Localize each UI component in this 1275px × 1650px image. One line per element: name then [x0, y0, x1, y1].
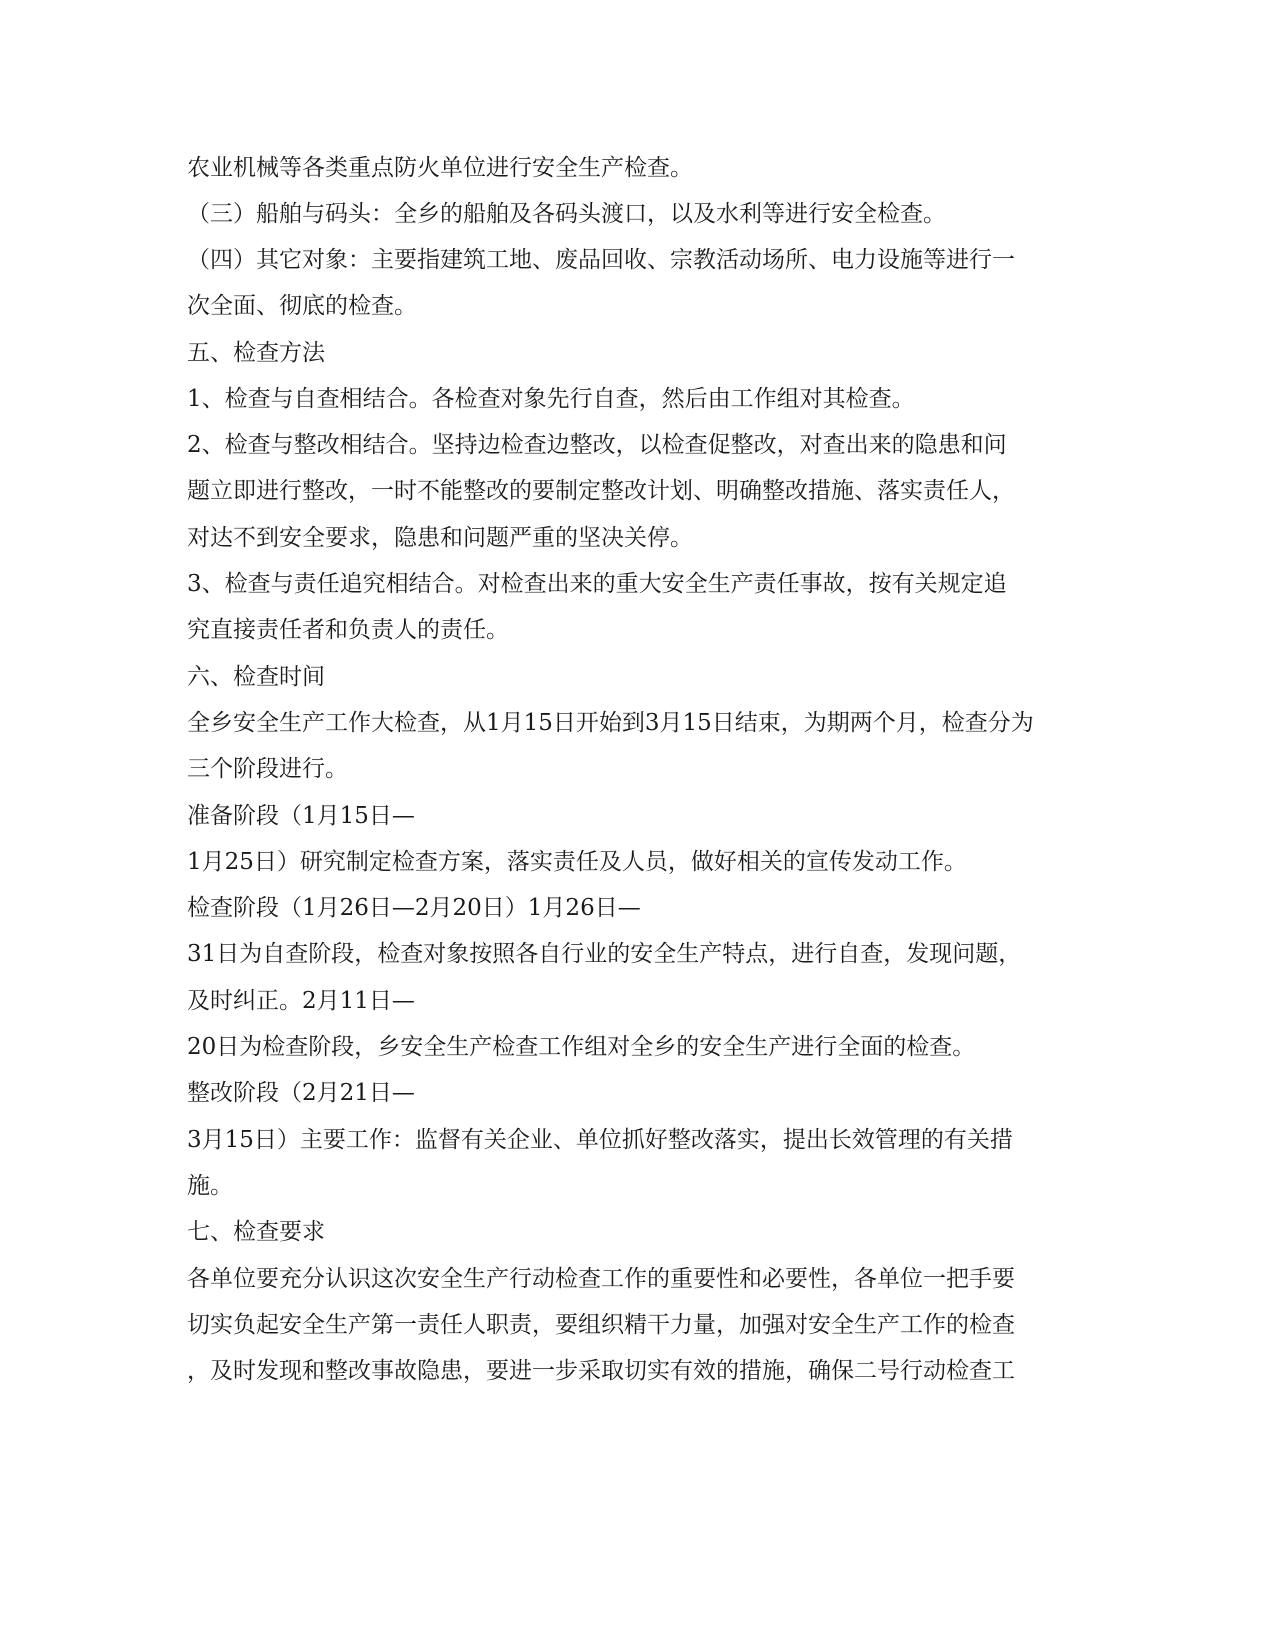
text-line: 各单位要充分认识这次安全生产行动检查工作的重要性和必要性，各单位一把手要	[187, 1266, 1015, 1292]
text-line: 31日为自查阶段，检查对象按照各自行业的安全生产特点，进行自查，发现问题，	[187, 941, 1022, 967]
text-line: 及时纠正。2月11日—	[187, 988, 415, 1014]
text-line: 次全面、彻底的检查。	[187, 293, 417, 319]
text-line: （三）船舶与码头：全乡的船舶及各码头渡口，以及水利等进行安全检查。	[187, 201, 946, 227]
text-line: 20日为检查阶段，乡安全生产检查工作组对全乡的安全生产进行全面的检查。	[187, 1034, 976, 1060]
text-line: 全乡安全生产工作大检查，从1月15日开始到3月15日结束，为期两个月，检查分为	[187, 710, 1034, 736]
text-line: 1、检查与自查相结合。各检查对象先行自查，然后由工作组对其检查。	[187, 386, 915, 412]
text-line: 3月15日）主要工作：监督有关企业、单位抓好整改落实，提出长效管理的有关措	[187, 1127, 1013, 1153]
text-line: 检查阶段（1月26日—2月20日）1月26日—	[187, 895, 641, 921]
text-line: ，及时发现和整改事故隐患，要进一步采取切实有效的措施，确保二号行动检查工	[187, 1358, 1015, 1384]
text-line: （四）其它对象：主要指建筑工地、废品回收、宗教活动场所、电力设施等进行一	[187, 247, 1015, 273]
text-line: 题立即进行整改，一时不能整改的要制定整改计划、明确整改措施、落实责任人，	[187, 478, 1015, 504]
section-heading: 七、检查要求	[187, 1219, 325, 1245]
section-heading: 五、检查方法	[187, 340, 325, 366]
text-line: 2、检查与整改相结合。坚持边检查边整改，以检查促整改，对查出来的隐患和问	[187, 432, 1007, 458]
text-line: 三个阶段进行。	[187, 756, 348, 782]
text-line: 切实负起安全生产第一责任人职责，要组织精干力量，加强对安全生产工作的检查	[187, 1312, 1015, 1338]
text-line: 农业机械等各类重点防火单位进行安全生产检查。	[187, 155, 693, 181]
text-line: 施。	[187, 1173, 233, 1199]
text-line: 整改阶段（2月21日—	[187, 1080, 415, 1106]
text-line: 1月25日）研究制定检查方案，落实责任及人员，做好相关的宣传发动工作。	[187, 849, 967, 875]
text-line: 准备阶段（1月15日—	[187, 803, 415, 829]
text-line: 3、检查与责任追究相结合。对检查出来的重大安全生产责任事故，按有关规定追	[187, 571, 1007, 597]
text-line: 究直接责任者和负责人的责任。	[187, 617, 509, 643]
section-heading: 六、检查时间	[187, 664, 325, 690]
text-line: 对达不到安全要求，隐患和问题严重的坚决关停。	[187, 525, 693, 551]
